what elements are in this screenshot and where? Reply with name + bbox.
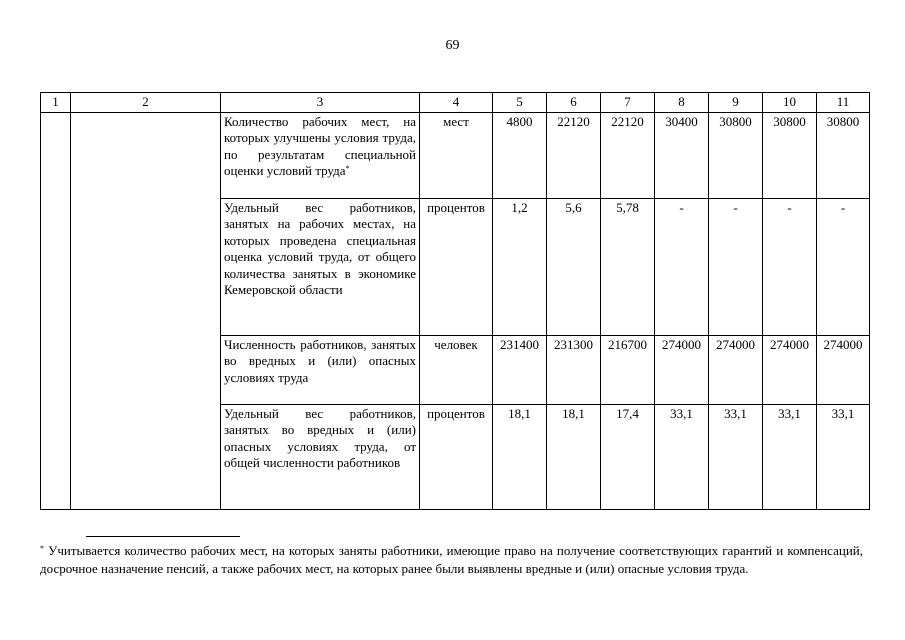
value-cell: 5,6	[547, 198, 601, 335]
header-cell: 3	[221, 93, 420, 113]
indicator-cell: Численность работников, занятых во вредных и (или) опасных условиях труда	[221, 335, 420, 404]
header-cell: 4	[420, 93, 493, 113]
value-cell: 231300	[547, 335, 601, 404]
value-cell: -	[817, 198, 870, 335]
footnote-mark: *	[345, 164, 350, 173]
value-cell: -	[763, 198, 817, 335]
value-cell: 4800	[493, 112, 547, 198]
header-cell: 2	[71, 93, 221, 113]
value-cell: 274000	[655, 335, 709, 404]
page-number: 69	[445, 38, 460, 53]
value-cell: 274000	[817, 335, 870, 404]
indicators-table	[40, 92, 870, 510]
value-cell: 30800	[817, 112, 870, 198]
header-cell: 9	[709, 93, 763, 113]
value-cell: 1,2	[493, 198, 547, 335]
value-cell: 274000	[763, 335, 817, 404]
value-cell: -	[655, 198, 709, 335]
table-row	[41, 112, 870, 198]
header-cell: 7	[601, 93, 655, 113]
unit-cell: человек	[420, 335, 493, 404]
header-row	[41, 93, 870, 113]
value-cell: 30800	[763, 112, 817, 198]
footnote-separator	[86, 536, 240, 537]
value-cell: 274000	[709, 335, 763, 404]
header-cell: 10	[763, 93, 817, 113]
index-cell	[41, 112, 71, 509]
header-cell: 8	[655, 93, 709, 113]
value-cell: 22120	[601, 112, 655, 198]
indicator-cell: Удельный вес работников, занятых на рабочих местах, на которых проведена специальная оценка условий труда, от общего количества занятых в экономике Кемеровской области	[221, 198, 420, 335]
footnote-mark: *	[40, 544, 44, 553]
header-cell: 6	[547, 93, 601, 113]
value-cell: 17,4	[601, 404, 655, 509]
value-cell: 5,78	[601, 198, 655, 335]
value-cell: 30800	[709, 112, 763, 198]
value-cell: 33,1	[655, 404, 709, 509]
value-cell: 22120	[547, 112, 601, 198]
header-cell: 11	[817, 93, 870, 113]
footnote	[40, 542, 863, 577]
indicator-text: Количество рабочих мест, на которых улучшены условия труда, по результатам специальной оценки условий труда	[224, 113, 416, 178]
value-cell: 18,1	[493, 404, 547, 509]
header-cell: 1	[41, 93, 71, 113]
value-cell: 231400	[493, 335, 547, 404]
unit-cell: мест	[420, 112, 493, 198]
footnote-text: Учитывается количество рабочих мест, на которых заняты работники, имеющие право на получение соответствующих гарантий и компенсаций, досрочное назначение пенсий, а также рабочих мест, на которых ранее были выявлены вредные и (или) опасные условия труда.	[40, 543, 864, 576]
unit-cell: процентов	[420, 198, 493, 335]
value-cell: 216700	[601, 335, 655, 404]
value-cell: 33,1	[817, 404, 870, 509]
indicator-cell	[221, 112, 420, 198]
value-cell: 33,1	[763, 404, 817, 509]
value-cell: 18,1	[547, 404, 601, 509]
unit-cell: процентов	[420, 404, 493, 509]
value-cell: 33,1	[709, 404, 763, 509]
value-cell: 30400	[655, 112, 709, 198]
indicator-cell: Удельный вес работников, занятых во вредных и (или) опасных условиях труда, от общей численности работников	[221, 404, 420, 509]
header-cell: 5	[493, 93, 547, 113]
program-cell	[71, 112, 221, 509]
value-cell: -	[709, 198, 763, 335]
